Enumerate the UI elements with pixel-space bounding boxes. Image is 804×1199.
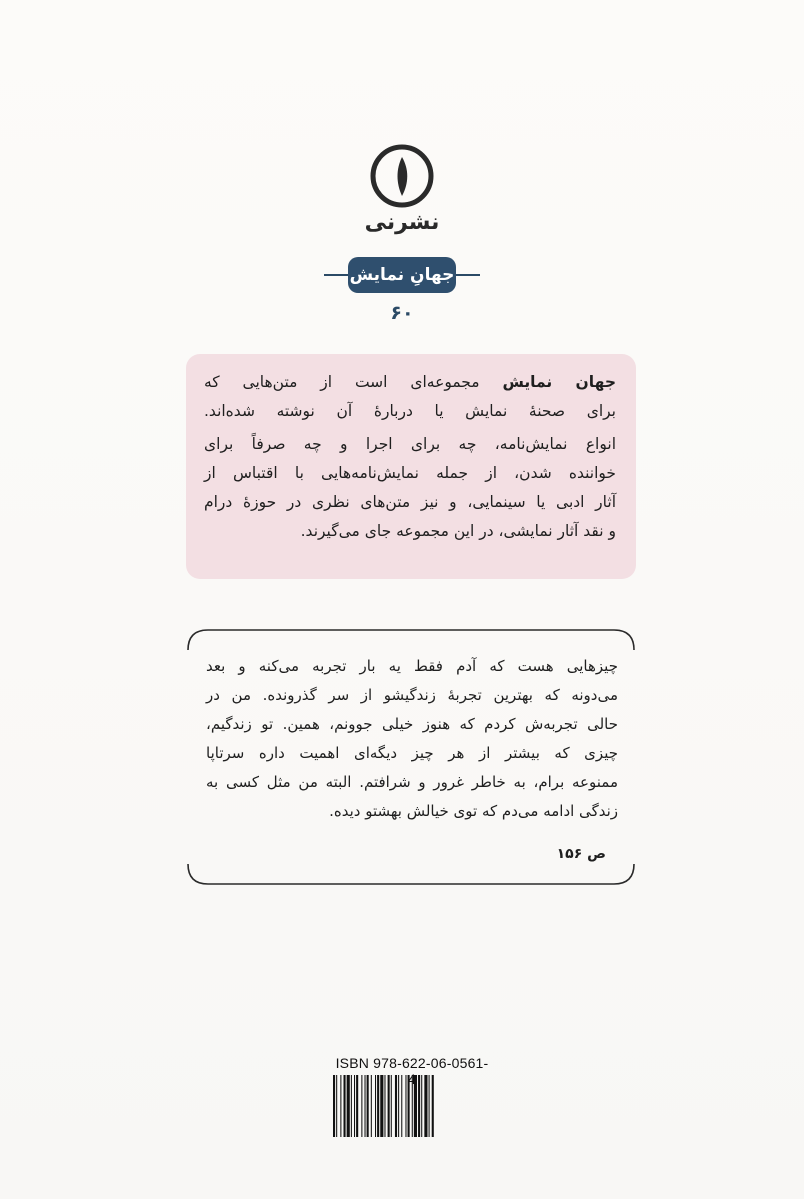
barcode-bar xyxy=(424,1075,427,1137)
barcode-bar xyxy=(414,1075,417,1137)
quote-line: چیزهایی هست که آدم فقط یه بار تجربه می‌کنه و بعد xyxy=(206,657,618,675)
barcode-bar xyxy=(421,1075,422,1137)
leaf-in-circle-icon xyxy=(369,143,435,209)
barcode-bar xyxy=(432,1075,434,1137)
series-divider-right xyxy=(454,274,480,276)
barcode-bar xyxy=(401,1075,402,1137)
description-line: انواع نمایش‌نامه، چه برای اجرا و چه صرفاً برای xyxy=(204,435,616,453)
description-line: و نقد آثار نمایشی، در این مجموعه جای می‌گیرند. xyxy=(300,522,616,540)
barcode-bar xyxy=(333,1075,335,1137)
barcode-bar xyxy=(418,1075,420,1137)
quote-page-reference: ص ۱۵۶ xyxy=(556,846,606,862)
barcode xyxy=(332,1075,492,1137)
description-line: جهان نمایش مجموعه‌ای است از متن‌هایی که xyxy=(204,373,616,391)
barcode-bar xyxy=(380,1075,383,1137)
barcode-bar xyxy=(367,1075,369,1137)
barcode-bar xyxy=(356,1075,358,1137)
quote-line: حالی تجربه‌ش کردم که هنوز خیلی جوونم، همین. تو زندگیم، xyxy=(206,715,618,733)
series-divider-left xyxy=(324,274,350,276)
quote-text xyxy=(206,652,618,826)
barcode-bar xyxy=(405,1075,406,1137)
barcode-bar xyxy=(347,1075,350,1137)
quote-box xyxy=(186,628,636,886)
barcode-bar xyxy=(398,1075,399,1137)
quote-line: می‌دونه که بهترین تجربهٔ زندگیشو از سر گذرونده. من در xyxy=(206,686,618,704)
quote-line: زندگی ادامه می‌دم که توی خیالش بهشتو دیده. xyxy=(329,802,618,820)
barcode-bar xyxy=(377,1075,379,1137)
barcode-bar xyxy=(388,1075,390,1137)
description-line: آثار ادبی یا سینمایی، و نیز متن‌های نظری در حوزهٔ درام xyxy=(204,493,616,511)
description-line: برای صحنهٔ نمایش یا دربارهٔ آن نوشته شده‌اند. xyxy=(204,402,616,420)
barcode-bar xyxy=(384,1075,385,1137)
barcode-bar xyxy=(340,1075,341,1137)
series-number: ۶۰ xyxy=(390,302,414,324)
series-badge: جهانِ نمایش xyxy=(348,257,456,293)
barcode-bar xyxy=(408,1075,410,1137)
quote-line: چیزی که بیشتر از هر چیز دیگه‌ای اهمیت داره سرتاپا xyxy=(206,744,618,762)
barcode-bar xyxy=(344,1075,346,1137)
description-line: خواننده شدن، از جمله نمایش‌نامه‌هایی با اقتباس از xyxy=(204,464,616,482)
barcode-bar xyxy=(375,1075,376,1137)
publisher-name: نشرنی xyxy=(364,210,440,235)
description-lead: جهان نمایش xyxy=(502,373,616,391)
barcode-bar xyxy=(395,1075,397,1137)
barcode-bar xyxy=(336,1075,337,1137)
barcode-bar xyxy=(361,1075,362,1137)
series-description-box xyxy=(186,354,636,579)
barcode-bar xyxy=(429,1075,430,1137)
barcode-bar xyxy=(412,1075,413,1137)
barcode-bar xyxy=(354,1075,355,1137)
quote-line: ممنوعه برام، به خاطر غرور و شرافتم. البته من مثل کسی به xyxy=(206,773,618,791)
isbn-text: ISBN 978-622-06-0561-4 xyxy=(335,1055,489,1087)
barcode-bar xyxy=(391,1075,392,1137)
barcode-bar xyxy=(351,1075,352,1137)
barcode-bar xyxy=(371,1075,372,1137)
barcode-bar xyxy=(365,1075,366,1137)
